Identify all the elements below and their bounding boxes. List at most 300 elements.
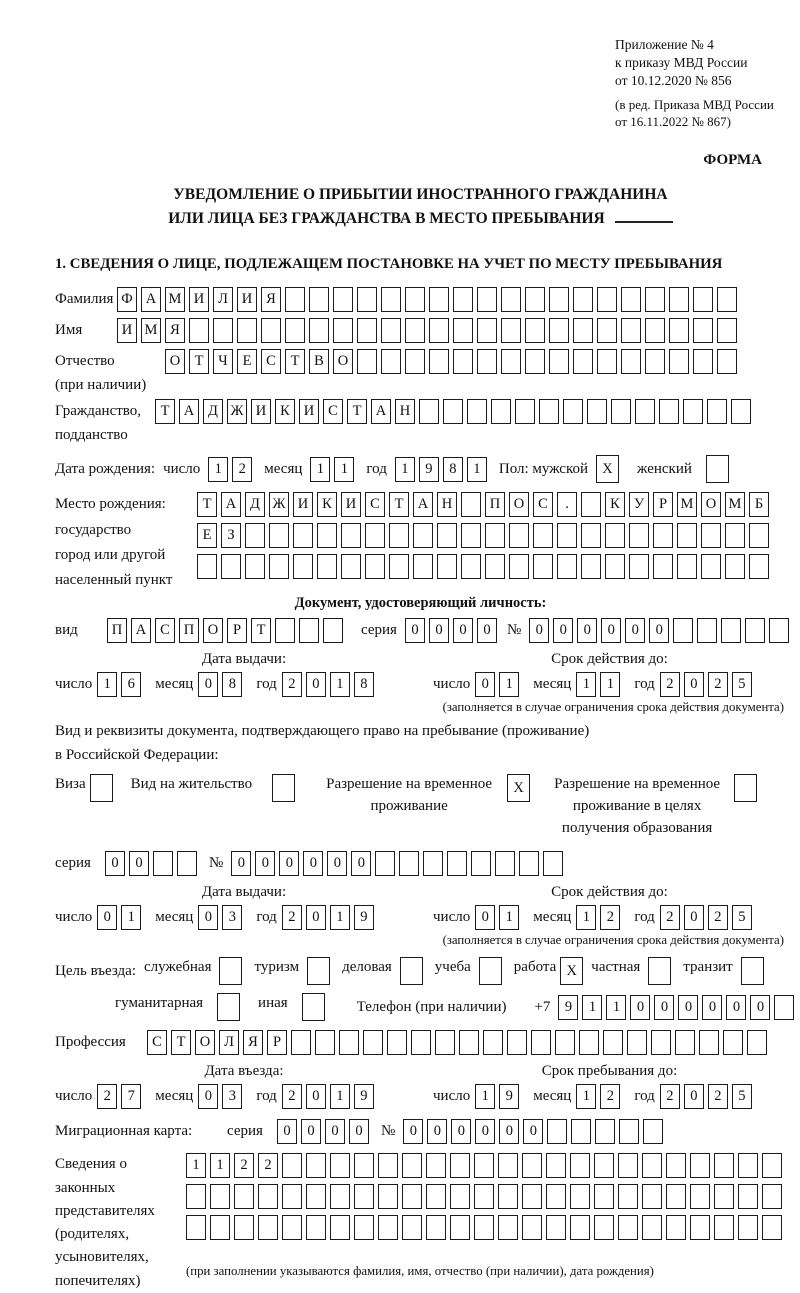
char-box[interactable] (693, 318, 713, 343)
char-box[interactable] (643, 1119, 663, 1144)
char-box[interactable] (426, 1184, 446, 1209)
char-box[interactable]: 1 (330, 1084, 350, 1109)
char-box[interactable]: И (189, 287, 209, 312)
char-box[interactable] (423, 851, 443, 876)
char-box[interactable]: Я (261, 287, 281, 312)
char-box[interactable]: К (605, 492, 625, 517)
char-box[interactable] (282, 1215, 302, 1240)
char-box[interactable] (699, 1030, 719, 1055)
char-box[interactable] (546, 1215, 566, 1240)
char-box[interactable]: С (533, 492, 553, 517)
char-box[interactable] (762, 1184, 782, 1209)
char-box[interactable]: 1 (334, 457, 354, 482)
char-box[interactable]: 2 (660, 1084, 680, 1109)
char-box[interactable] (747, 1030, 767, 1055)
char-box[interactable]: 0 (306, 672, 326, 697)
char-box[interactable]: 1 (576, 905, 596, 930)
char-box[interactable]: 1 (310, 457, 330, 482)
char-box[interactable] (522, 1215, 542, 1240)
char-box[interactable] (762, 1215, 782, 1240)
char-box[interactable] (587, 399, 607, 424)
char-box[interactable] (293, 523, 313, 548)
char-box[interactable]: 0 (678, 995, 698, 1020)
char-box[interactable] (749, 554, 769, 579)
char-box[interactable] (402, 1184, 422, 1209)
char-box[interactable]: 0 (625, 618, 645, 643)
char-box[interactable] (738, 1215, 758, 1240)
char-box[interactable] (619, 1119, 639, 1144)
char-box[interactable] (563, 399, 583, 424)
char-box[interactable]: И (117, 318, 137, 343)
char-box[interactable]: 2 (258, 1153, 278, 1178)
char-box[interactable]: 2 (282, 672, 302, 697)
char-box[interactable] (405, 318, 425, 343)
char-box[interactable] (402, 1215, 422, 1240)
char-box[interactable] (621, 349, 641, 374)
char-box[interactable] (555, 1030, 575, 1055)
char-box[interactable]: 1 (208, 457, 228, 482)
char-box[interactable] (245, 554, 265, 579)
checkbox[interactable] (302, 993, 325, 1021)
char-box[interactable]: 0 (129, 851, 149, 876)
char-box[interactable]: Т (189, 349, 209, 374)
checkbox[interactable] (734, 774, 757, 802)
char-box[interactable] (653, 554, 673, 579)
char-box[interactable]: 1 (499, 905, 519, 930)
char-box[interactable]: П (179, 618, 199, 643)
char-box[interactable] (306, 1153, 326, 1178)
char-box[interactable] (435, 1030, 455, 1055)
char-box[interactable]: Ж (227, 399, 247, 424)
char-box[interactable]: 0 (427, 1119, 447, 1144)
char-box[interactable] (509, 523, 529, 548)
char-box[interactable] (618, 1184, 638, 1209)
char-box[interactable] (387, 1030, 407, 1055)
char-box[interactable] (618, 1153, 638, 1178)
checkbox[interactable]: X (596, 455, 619, 483)
char-box[interactable] (491, 399, 511, 424)
char-box[interactable]: 9 (354, 1084, 374, 1109)
char-box[interactable] (725, 523, 745, 548)
char-box[interactable] (261, 318, 281, 343)
char-box[interactable]: Л (219, 1030, 239, 1055)
char-box[interactable] (701, 554, 721, 579)
char-box[interactable] (471, 851, 491, 876)
char-box[interactable]: Д (203, 399, 223, 424)
char-box[interactable] (365, 554, 385, 579)
char-box[interactable]: 5 (732, 672, 752, 697)
char-box[interactable]: 0 (529, 618, 549, 643)
char-box[interactable] (651, 1030, 671, 1055)
char-box[interactable] (375, 851, 395, 876)
char-box[interactable] (525, 318, 545, 343)
char-box[interactable] (525, 287, 545, 312)
char-box[interactable]: 0 (105, 851, 125, 876)
char-box[interactable] (594, 1184, 614, 1209)
char-box[interactable] (378, 1184, 398, 1209)
char-box[interactable]: 0 (198, 1084, 218, 1109)
char-box[interactable]: А (131, 618, 151, 643)
char-box[interactable] (571, 1119, 591, 1144)
char-box[interactable] (299, 618, 319, 643)
char-box[interactable] (597, 287, 617, 312)
char-box[interactable] (453, 349, 473, 374)
char-box[interactable] (693, 287, 713, 312)
checkbox[interactable] (219, 957, 242, 985)
checkbox[interactable] (90, 774, 113, 802)
char-box[interactable] (333, 287, 353, 312)
char-box[interactable]: И (251, 399, 271, 424)
char-box[interactable]: 9 (499, 1084, 519, 1109)
char-box[interactable] (285, 287, 305, 312)
char-box[interactable] (579, 1030, 599, 1055)
char-box[interactable]: 1 (582, 995, 602, 1020)
char-box[interactable] (594, 1153, 614, 1178)
char-box[interactable] (557, 554, 577, 579)
char-box[interactable]: 1 (606, 995, 626, 1020)
char-box[interactable]: К (317, 492, 337, 517)
char-box[interactable] (450, 1153, 470, 1178)
char-box[interactable]: 1 (210, 1153, 230, 1178)
char-box[interactable] (477, 349, 497, 374)
char-box[interactable] (717, 349, 737, 374)
char-box[interactable]: Я (243, 1030, 263, 1055)
char-box[interactable] (707, 399, 727, 424)
char-box[interactable] (341, 523, 361, 548)
char-box[interactable]: Р (653, 492, 673, 517)
char-box[interactable] (474, 1153, 494, 1178)
char-box[interactable] (690, 1153, 710, 1178)
char-box[interactable] (717, 318, 737, 343)
char-box[interactable]: 2 (234, 1153, 254, 1178)
char-box[interactable]: С (323, 399, 343, 424)
char-box[interactable]: 2 (708, 672, 728, 697)
char-box[interactable]: Ф (117, 287, 137, 312)
char-box[interactable] (669, 318, 689, 343)
char-box[interactable] (186, 1184, 206, 1209)
char-box[interactable]: Р (267, 1030, 287, 1055)
char-box[interactable] (317, 554, 337, 579)
char-box[interactable] (485, 554, 505, 579)
char-box[interactable]: И (293, 492, 313, 517)
char-box[interactable] (749, 523, 769, 548)
char-box[interactable] (269, 523, 289, 548)
char-box[interactable] (429, 287, 449, 312)
char-box[interactable] (357, 287, 377, 312)
char-box[interactable] (459, 1030, 479, 1055)
char-box[interactable]: Ч (213, 349, 233, 374)
char-box[interactable]: О (195, 1030, 215, 1055)
char-box[interactable]: 2 (600, 905, 620, 930)
char-box[interactable]: 9 (354, 905, 374, 930)
char-box[interactable] (645, 287, 665, 312)
checkbox[interactable]: X (560, 957, 583, 985)
char-box[interactable]: 9 (419, 457, 439, 482)
char-box[interactable] (405, 287, 425, 312)
char-box[interactable] (509, 554, 529, 579)
char-box[interactable]: 2 (660, 672, 680, 697)
char-box[interactable] (495, 851, 515, 876)
char-box[interactable] (402, 1153, 422, 1178)
char-box[interactable] (354, 1215, 374, 1240)
char-box[interactable] (618, 1215, 638, 1240)
char-box[interactable] (745, 618, 765, 643)
char-box[interactable]: 0 (327, 851, 347, 876)
char-box[interactable]: С (261, 349, 281, 374)
char-box[interactable]: 1 (186, 1153, 206, 1178)
char-box[interactable] (738, 1153, 758, 1178)
char-box[interactable] (461, 523, 481, 548)
char-box[interactable] (357, 349, 377, 374)
char-box[interactable]: 1 (330, 672, 350, 697)
char-box[interactable]: 0 (475, 672, 495, 697)
char-box[interactable]: 0 (684, 672, 704, 697)
char-box[interactable]: 2 (708, 905, 728, 930)
char-box[interactable] (549, 349, 569, 374)
char-box[interactable] (234, 1184, 254, 1209)
char-box[interactable] (363, 1030, 383, 1055)
char-box[interactable] (498, 1153, 518, 1178)
char-box[interactable]: 0 (301, 1119, 321, 1144)
char-box[interactable] (413, 523, 433, 548)
char-box[interactable] (234, 1215, 254, 1240)
char-box[interactable] (258, 1215, 278, 1240)
char-box[interactable]: . (557, 492, 577, 517)
char-box[interactable]: Б (749, 492, 769, 517)
char-box[interactable] (762, 1153, 782, 1178)
char-box[interactable] (153, 851, 173, 876)
char-box[interactable]: О (203, 618, 223, 643)
char-box[interactable] (501, 287, 521, 312)
char-box[interactable] (549, 318, 569, 343)
char-box[interactable] (365, 523, 385, 548)
char-box[interactable] (378, 1215, 398, 1240)
char-box[interactable] (697, 618, 717, 643)
char-box[interactable]: Н (437, 492, 457, 517)
char-box[interactable] (461, 492, 481, 517)
char-box[interactable]: 0 (649, 618, 669, 643)
char-box[interactable] (669, 287, 689, 312)
char-box[interactable] (597, 318, 617, 343)
char-box[interactable] (546, 1153, 566, 1178)
char-box[interactable]: 2 (97, 1084, 117, 1109)
char-box[interactable]: 0 (477, 618, 497, 643)
char-box[interactable] (477, 318, 497, 343)
char-box[interactable] (645, 318, 665, 343)
char-box[interactable] (483, 1030, 503, 1055)
char-box[interactable] (731, 399, 751, 424)
char-box[interactable] (419, 399, 439, 424)
char-box[interactable]: 0 (654, 995, 674, 1020)
char-box[interactable]: И (237, 287, 257, 312)
char-box[interactable] (213, 318, 233, 343)
char-box[interactable] (339, 1030, 359, 1055)
char-box[interactable] (467, 399, 487, 424)
char-box[interactable]: 0 (403, 1119, 423, 1144)
char-box[interactable]: И (299, 399, 319, 424)
char-box[interactable] (603, 1030, 623, 1055)
char-box[interactable]: М (141, 318, 161, 343)
char-box[interactable] (221, 554, 241, 579)
char-box[interactable] (669, 349, 689, 374)
char-box[interactable]: Т (155, 399, 175, 424)
char-box[interactable] (621, 318, 641, 343)
char-box[interactable] (717, 287, 737, 312)
char-box[interactable] (653, 523, 673, 548)
char-box[interactable]: 0 (726, 995, 746, 1020)
char-box[interactable] (546, 1184, 566, 1209)
char-box[interactable] (701, 523, 721, 548)
char-box[interactable] (453, 318, 473, 343)
char-box[interactable] (507, 1030, 527, 1055)
char-box[interactable]: 0 (684, 1084, 704, 1109)
char-box[interactable] (323, 618, 343, 643)
char-box[interactable] (645, 349, 665, 374)
char-box[interactable]: Е (197, 523, 217, 548)
char-box[interactable]: 5 (732, 1084, 752, 1109)
char-box[interactable] (498, 1215, 518, 1240)
checkbox[interactable] (648, 957, 671, 985)
char-box[interactable] (443, 399, 463, 424)
char-box[interactable] (570, 1215, 590, 1240)
char-box[interactable] (522, 1153, 542, 1178)
char-box[interactable]: О (701, 492, 721, 517)
char-box[interactable] (547, 1119, 567, 1144)
char-box[interactable]: 2 (660, 905, 680, 930)
char-box[interactable]: 1 (395, 457, 415, 482)
char-box[interactable] (450, 1184, 470, 1209)
char-box[interactable] (237, 318, 257, 343)
char-box[interactable]: 2 (708, 1084, 728, 1109)
checkbox[interactable] (741, 957, 764, 985)
char-box[interactable]: А (141, 287, 161, 312)
char-box[interactable]: О (509, 492, 529, 517)
char-box[interactable] (437, 554, 457, 579)
checkbox[interactable] (400, 957, 423, 985)
char-box[interactable] (690, 1215, 710, 1240)
char-box[interactable]: Е (237, 349, 257, 374)
char-box[interactable] (605, 554, 625, 579)
char-box[interactable] (531, 1030, 551, 1055)
char-box[interactable] (474, 1184, 494, 1209)
char-box[interactable]: Т (171, 1030, 191, 1055)
char-box[interactable]: Т (347, 399, 367, 424)
char-box[interactable]: А (371, 399, 391, 424)
char-box[interactable]: 0 (325, 1119, 345, 1144)
char-box[interactable] (309, 318, 329, 343)
char-box[interactable]: 8 (443, 457, 463, 482)
checkbox[interactable] (706, 455, 729, 483)
char-box[interactable]: 6 (121, 672, 141, 697)
char-box[interactable]: 1 (576, 1084, 596, 1109)
char-box[interactable] (570, 1153, 590, 1178)
char-box[interactable]: Л (213, 287, 233, 312)
checkbox[interactable]: X (507, 774, 530, 802)
char-box[interactable] (437, 523, 457, 548)
char-box[interactable]: П (107, 618, 127, 643)
char-box[interactable]: 0 (351, 851, 371, 876)
char-box[interactable] (306, 1215, 326, 1240)
char-box[interactable] (501, 318, 521, 343)
char-box[interactable]: 0 (475, 905, 495, 930)
char-box[interactable]: 0 (601, 618, 621, 643)
char-box[interactable] (177, 851, 197, 876)
char-box[interactable]: Д (245, 492, 265, 517)
char-box[interactable]: 2 (232, 457, 252, 482)
char-box[interactable]: 1 (467, 457, 487, 482)
char-box[interactable] (642, 1153, 662, 1178)
char-box[interactable]: Ж (269, 492, 289, 517)
char-box[interactable] (690, 1184, 710, 1209)
char-box[interactable] (186, 1215, 206, 1240)
char-box[interactable] (635, 399, 655, 424)
char-box[interactable]: Н (395, 399, 415, 424)
char-box[interactable]: П (485, 492, 505, 517)
char-box[interactable] (725, 554, 745, 579)
char-box[interactable] (330, 1153, 350, 1178)
char-box[interactable]: 0 (198, 672, 218, 697)
char-box[interactable]: М (165, 287, 185, 312)
char-box[interactable] (429, 318, 449, 343)
char-box[interactable]: 0 (475, 1119, 495, 1144)
char-box[interactable] (429, 349, 449, 374)
char-box[interactable] (341, 554, 361, 579)
char-box[interactable] (573, 349, 593, 374)
char-box[interactable]: 0 (451, 1119, 471, 1144)
char-box[interactable] (621, 287, 641, 312)
char-box[interactable] (533, 554, 553, 579)
char-box[interactable]: 0 (231, 851, 251, 876)
char-box[interactable]: 7 (121, 1084, 141, 1109)
char-box[interactable]: 0 (279, 851, 299, 876)
char-box[interactable] (629, 523, 649, 548)
char-box[interactable]: 1 (121, 905, 141, 930)
char-box[interactable] (738, 1184, 758, 1209)
char-box[interactable] (666, 1153, 686, 1178)
char-box[interactable]: С (365, 492, 385, 517)
char-box[interactable]: 2 (282, 1084, 302, 1109)
checkbox[interactable] (307, 957, 330, 985)
char-box[interactable] (723, 1030, 743, 1055)
char-box[interactable]: О (333, 349, 353, 374)
char-box[interactable] (594, 1215, 614, 1240)
char-box[interactable] (581, 554, 601, 579)
char-box[interactable]: 0 (429, 618, 449, 643)
char-box[interactable] (714, 1153, 734, 1178)
char-box[interactable] (245, 523, 265, 548)
char-box[interactable]: 0 (255, 851, 275, 876)
char-box[interactable] (721, 618, 741, 643)
char-box[interactable] (677, 523, 697, 548)
char-box[interactable] (557, 523, 577, 548)
char-box[interactable]: 0 (453, 618, 473, 643)
char-box[interactable] (525, 349, 545, 374)
char-box[interactable] (450, 1215, 470, 1240)
char-box[interactable] (330, 1184, 350, 1209)
char-box[interactable]: 8 (354, 672, 374, 697)
char-box[interactable]: 1 (499, 672, 519, 697)
char-box[interactable]: А (413, 492, 433, 517)
char-box[interactable]: 8 (222, 672, 242, 697)
char-box[interactable] (330, 1215, 350, 1240)
char-box[interactable]: 0 (553, 618, 573, 643)
char-box[interactable] (293, 554, 313, 579)
char-box[interactable]: 2 (600, 1084, 620, 1109)
char-box[interactable]: Т (285, 349, 305, 374)
char-box[interactable]: М (677, 492, 697, 517)
char-box[interactable] (605, 523, 625, 548)
char-box[interactable] (197, 554, 217, 579)
